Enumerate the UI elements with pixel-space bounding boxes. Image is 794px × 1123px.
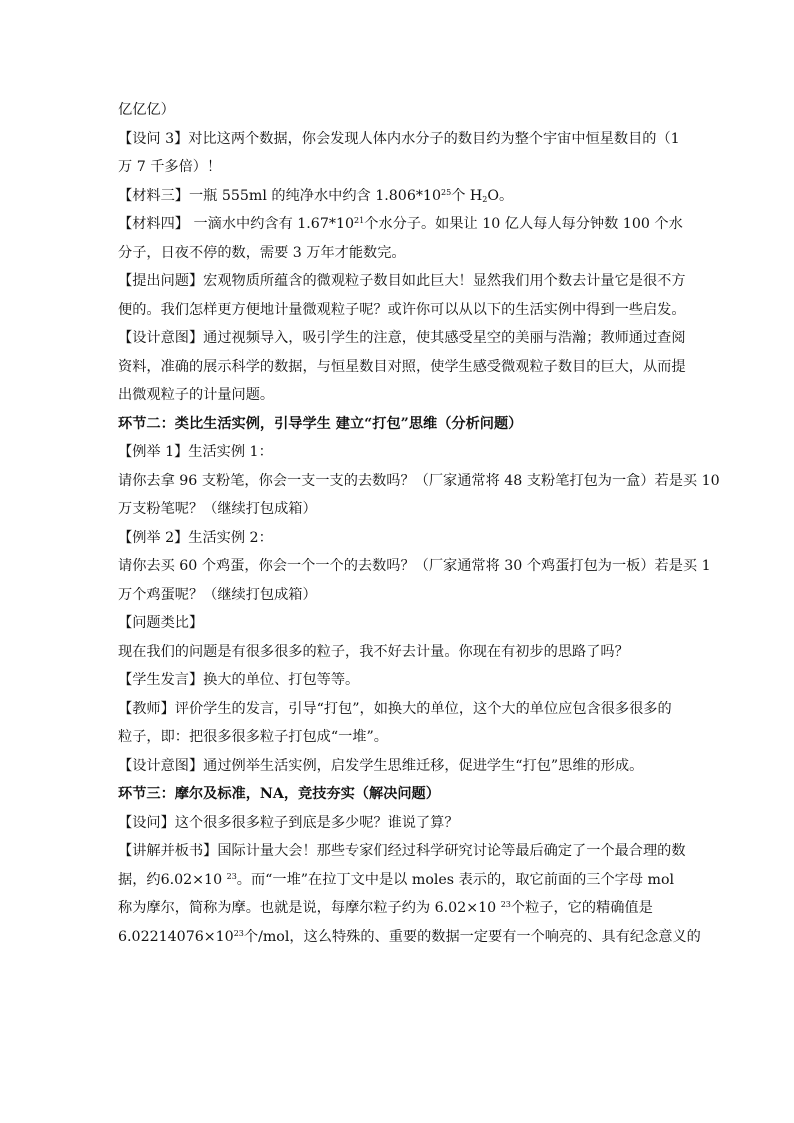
- text-line: 【例举 2】生活实例 2：: [118, 529, 273, 546]
- text-line: 出微观粒子的计量问题。: [118, 387, 275, 403]
- text-line: 【学生发言】换大的单位、打包等等。: [118, 672, 360, 688]
- text-line: 分子，日夜不停的数，需要 3 万年才能数完。: [118, 244, 406, 261]
- text-line: 【讲解并板书】国际计量大会！那些专家们经过科学研究讨论等最后确定了一个最合理的数: [118, 843, 686, 859]
- text-line: 【材料四】 一滴水中约含有 $1.67*10^{21}$个水分子。如果让 10 亿人每人每分钟数 100 个水: [118, 216, 683, 232]
- text-line: 【例举 1】生活实例 1：: [118, 444, 273, 460]
- text-line: 【设计意图】通过视频导入，吸引学生的注意，使其感受星空的美丽与浩瀚；教师通过查阅: [118, 330, 686, 346]
- text-line: 【设问 3】对比这两个数据，你会发现人体内水分子的数目约为整个宇宙中恒星数目的（1: [118, 130, 680, 147]
- text-line: 万个鸡蛋呢？（继续打包成箱）: [118, 586, 317, 603]
- text-line: 现在我们的问题是有很多很多的粒子，我不好去计量。你现在有初步的思路了吗？: [118, 643, 629, 660]
- lesson-plan-text: [118, 96, 720, 951]
- text-line: 粒子，即：把很多很多粒子打包成“一堆”。: [118, 729, 388, 745]
- text-line: 请你去拿 96 支粉笔，你会一支一支的去数吗？（厂家通常将 48 支粉笔打包为一盒）若是买 10: [118, 472, 720, 489]
- text-line: 【问题类比】: [118, 615, 204, 631]
- text-line: 【提出问题】宏观物质所蕴含的微观粒子数目如此巨大！显然我们用个数去计量它是很不方: [118, 273, 686, 289]
- text-line: 【教师】评价学生的发言，引导“打包”，如换大的单位，这个大的单位应包含很多很多的: [118, 700, 672, 717]
- section-heading: 环节二：类比生活实例，引导学生 建立“打包”思维（分析问题）: [118, 415, 523, 432]
- text-line: 请你去买 60 个鸡蛋，你会一个一个的去数吗？（厂家通常将 30 个鸡蛋打包为一板）若是买 1: [118, 558, 711, 574]
- text-line: 便的。我们怎样更方便地计量微观粒子呢？或许你可以从以下的生活实例中得到一些启发。: [118, 301, 686, 318]
- text-line: 【设计意图】通过例举生活实例，启发学生思维迁移，促进学生“打包”思维的形成。: [118, 757, 644, 774]
- text-line: 万支粉笔呢？（继续打包成箱）: [118, 501, 317, 517]
- text-line: 【设问】这个很多很多粒子到底是多少呢？谁说了算？: [118, 814, 459, 831]
- text-line: 资料，准确的展示科学的数据，与恒星数目对照，使学生感受微观粒子数目的巨大，从而提: [118, 358, 686, 375]
- text-line: 【材料三】一瓶 555ml 的纯净水中约含 $1.806*10^{25}$个 $H_2O$。: [118, 187, 514, 204]
- text-line: 据，约6.02×10 $^{23}$。而“一堆”在拉丁文中是以 moles 表示的，取它前面的三个字母 mol: [118, 871, 675, 888]
- text-line: $6.02214076\times 10^{23}$个/mol，这么特殊的、重要的数据一定要有一个响亮的、具有纪念意义的: [118, 928, 701, 945]
- text-line: 称为摩尔，简称为摩。也就是说，每摩尔粒子约为 6.02×10 $^{23}$个粒子，它的精确值是: [118, 900, 653, 916]
- text-line: 亿亿亿）: [118, 102, 175, 118]
- text-line: 万 7 千多倍）！: [118, 159, 222, 175]
- section-heading: 环节三：摩尔及标准，NA，竞技夯实（解决问题）: [118, 786, 440, 802]
